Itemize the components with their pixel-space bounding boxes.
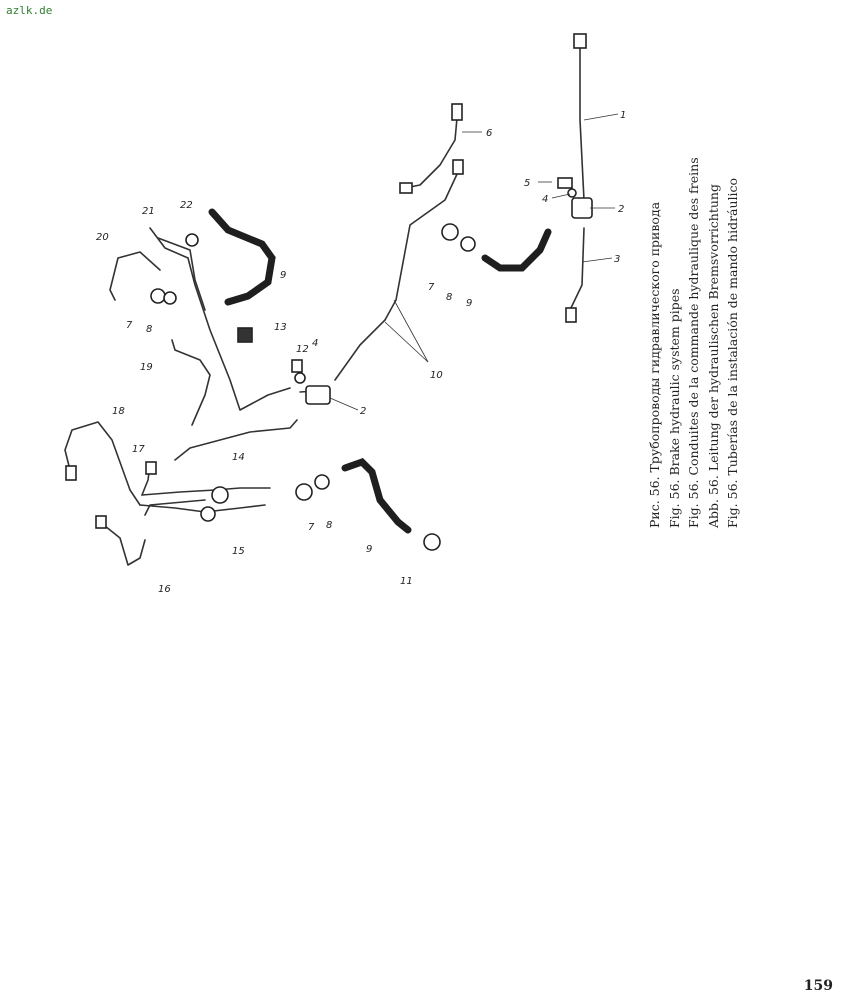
callout-11: 11 [400,576,413,587]
hose-9-top [212,212,272,302]
bracket-13 [238,328,252,342]
fitting-10-top [453,160,463,174]
fitting-6-end [400,183,412,193]
fitting-6 [452,104,462,120]
tee-2-right [572,198,592,218]
washer-4-right [568,189,576,197]
callout-5: 5 [524,178,531,189]
callout-17: 17 [132,444,145,455]
callout-3: 3 [614,254,621,265]
fitting-5 [558,178,572,188]
callout-9-top: 9 [280,270,287,281]
callout-20: 20 [96,232,109,243]
washer-8-left [164,292,176,304]
washer-8-bottom [315,475,329,489]
fitting-3-end [566,308,576,322]
callout-18: 18 [112,406,125,417]
callout-4-center: 4 [312,338,319,349]
callout-8-left: 8 [146,324,153,335]
nut-11 [424,534,440,550]
callout-10: 10 [430,370,443,381]
fitting-18-end [66,466,76,480]
tee-2-center [306,386,330,404]
callout-7-right: 7 [428,282,435,293]
fitting-12 [292,360,302,372]
callout-12: 12 [296,344,309,355]
caption-spanish: Fig. 56. Tuberías de la instalación de mando hidráulico [725,177,740,528]
nut-7-left [151,289,165,303]
callout-8-right: 8 [446,292,453,303]
callout-13: 13 [274,322,287,333]
pipe-10b [335,320,385,380]
callout-2-right: 2 [618,204,625,215]
callout-7-left: 7 [126,320,133,331]
caption-french: Fig. 56. Conduites de la commande hydraulique des freins [686,157,701,528]
callout-6: 6 [486,128,493,139]
callout-15: 15 [232,546,245,557]
caption-english: Fig. 56. Brake hydraulic system pipes [666,288,682,528]
washer-4-center [295,373,305,383]
pipe-15a [142,488,270,495]
callout-14: 14 [232,452,245,463]
caption-russian: Рис. 56. Трубопроводы гидравлического привода [647,201,662,528]
pipe-1 [580,42,584,200]
callout-9-right: 9 [466,298,473,309]
hose-9-right [485,232,548,268]
pipe-19 [172,340,210,425]
clip-15a [212,487,228,503]
callout-7-bottom: 7 [308,522,315,533]
callout-1: 1 [620,110,627,121]
figure-caption [645,157,743,528]
nut-7-bottom [296,484,312,500]
page-number: 159 [803,978,833,994]
site-watermark: azlk.de [6,4,53,17]
pipe-3 [570,228,584,310]
clip-15b [201,507,215,521]
callout-19: 19 [140,362,153,373]
pipe-18 [65,422,140,505]
callout-2-center: 2 [360,406,367,417]
nut-7-right [442,224,458,240]
pipe-6 [405,118,457,188]
fitting-17 [146,462,156,474]
callout-21: 21 [142,206,155,217]
fitting-top-1 [574,34,586,48]
hose-9-bottom [345,462,408,530]
fitting-16-end [96,516,106,528]
callout-22: 22 [180,200,193,211]
callout-16: 16 [158,584,171,595]
callout-4-right: 4 [542,194,549,205]
nut-22 [186,234,198,246]
callout-8-bottom: 8 [326,520,333,531]
callout-9-bottom: 9 [366,544,373,555]
washer-8-right [461,237,475,251]
caption-german: Abb. 56. Leitung der hydraulischen Bremsvorrichtung [705,184,721,528]
